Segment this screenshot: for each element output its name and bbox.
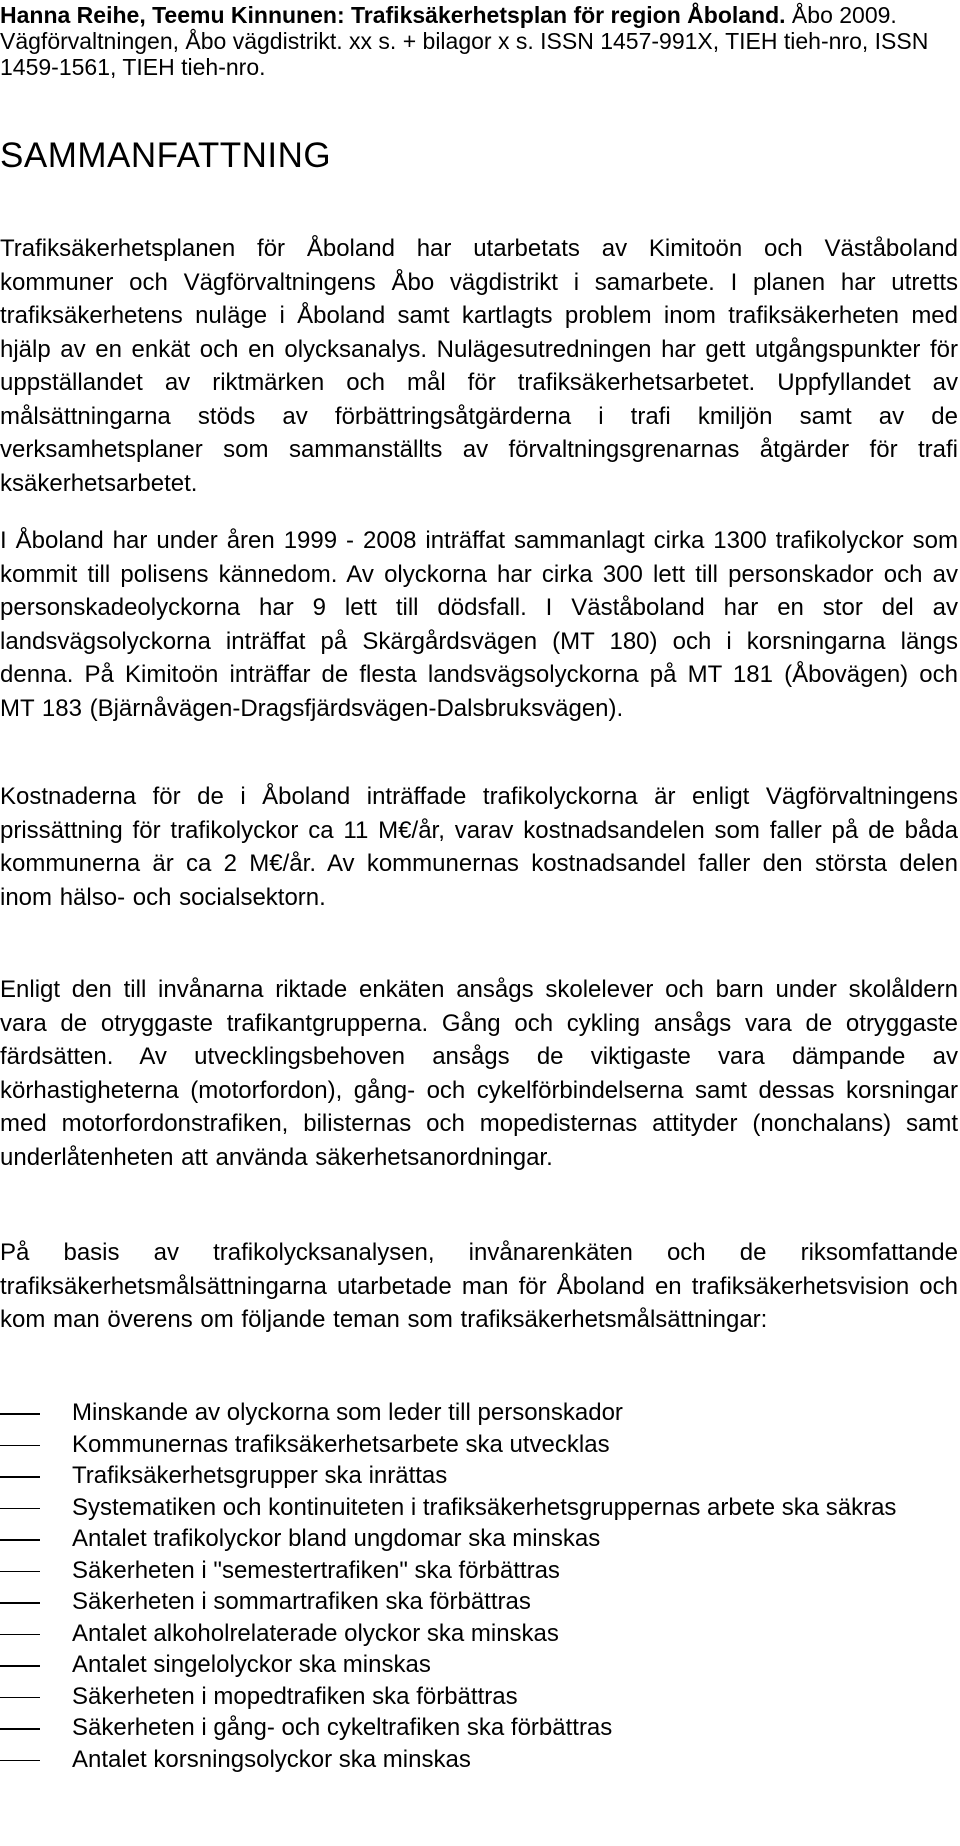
list-item-text: Antalet alkoholrelaterade olyckor ska minskas xyxy=(72,1619,559,1647)
dash-bullet-icon xyxy=(0,1665,40,1667)
dash-bullet-icon xyxy=(0,1697,40,1699)
dash-bullet-icon xyxy=(0,1539,40,1541)
list-item xyxy=(0,1555,958,1587)
citation xyxy=(0,2,958,80)
list-item-text: Antalet korsningsolyckor ska minskas xyxy=(72,1745,471,1773)
list-item xyxy=(0,1492,958,1524)
list-item xyxy=(0,1523,958,1555)
dash-bullet-icon xyxy=(0,1602,40,1604)
list-item-text: Antalet trafikolyckor bland ungdomar ska minskas xyxy=(72,1525,601,1552)
list-item xyxy=(0,1460,958,1492)
list-item-text: Minskande av olyckorna som leder till personskador xyxy=(72,1399,623,1426)
list-item-text: Säkerheten i gång- och cykeltrafiken ska förbättras xyxy=(72,1714,613,1741)
dash-bullet-icon xyxy=(0,1476,40,1478)
paragraph-accident-statistics: I Åboland har under åren 1999 - 2008 inträffat sammanlagt cirka 1300 trafikolyckor som kommit till polisens kännedom. Av olyckorna har cirka 300 lett till personskador och av personskadeolyckorna har 9 lett till dödsfall. I Väståboland har en stor del av landsvägsolyckorna inträffat på Skärgårdsvägen (MT 180) och i korsningarna längs denna. På Kimitoön inträffar de flesta landsvägsolyckorna på MT 181 (Åbovägen) och MT 183 (Bjärnåvägen-Dragsfjärdsvägen-Dalsbruksvägen). xyxy=(0,527,958,722)
list-item-text: Systematiken och kontinuiteten i trafiksäkerhetsgruppernas arbete ska säkras xyxy=(72,1493,897,1521)
list-item xyxy=(0,1649,958,1681)
list-item xyxy=(0,1586,958,1618)
citation-authors-title: Hanna Reihe, Teemu Kinnunen: Trafiksäkerhetsplan för region Åboland. xyxy=(0,2,786,28)
dash-bullet-icon xyxy=(0,1634,40,1636)
dash-bullet-icon xyxy=(0,1760,40,1762)
list-item-text: Säkerheten i mopedtrafiken ska förbättras xyxy=(72,1682,518,1710)
list-item-text: Säkerheten i sommartrafiken ska förbättras xyxy=(72,1588,531,1615)
section-heading: SAMMANFATTNING xyxy=(0,136,332,175)
list-item xyxy=(0,1681,958,1713)
citation-publication-info: Åbo 2009. Vägförvaltningen, Åbo vägdistrikt. xx s. + bilagor x s. ISSN 1457-991X, TIEH tieh-nro, ISSN 1459-1561, TIEH tieh-nro. xyxy=(0,2,929,80)
dash-bullet-icon xyxy=(0,1571,40,1573)
dash-bullet-icon xyxy=(0,1445,40,1447)
paragraph-survey-results: Enligt den till invånarna riktade enkäten ansågs skolelever och barn under skolåldern vara de otryggaste trafikantgrupperna. Gång och cykling ansågs vara de otryggaste färdsätten. Av utvecklingsbehoven ansågs de viktigaste vara dämpande av körhastigheterna (motorfordon), gång- och cykelförbindelserna samt dessas korsningar med motorfordonstrafiken, bilisternas och mopedisternas attityder (nonchalans) samt underlåtenheten att använda säkerhetsanordningar. xyxy=(0,976,958,1171)
list-item-text: Kommunernas trafiksäkerhetsarbete ska utvecklas xyxy=(72,1430,610,1458)
list-item-text: Säkerheten i "semestertrafiken" ska förbättras xyxy=(72,1556,560,1584)
paragraph-accident-costs: Kostnaderna för de i Åboland inträffade trafikolyckorna är enligt Vägförvaltningens prissättning för trafikolyckor ca 11 M€/år, varav kostnadsandelen som faller på de båda kommunerna är ca 2 M€/år. Av kommunernas kostnadsandel faller den största delen inom hälso- och socialsektorn. xyxy=(0,783,958,911)
dash-bullet-icon xyxy=(0,1728,40,1730)
list-item xyxy=(0,1712,958,1744)
list-item xyxy=(0,1397,958,1429)
dash-bullet-icon xyxy=(0,1508,40,1510)
paragraph-overview: Trafiksäkerhetsplanen för Åboland har utarbetats av Kimitoön och Väståboland kommuner och Vägförvaltningens Åbo vägdistrikt i samarbete. I planen har utretts trafiksäkerhetens nuläge i Åboland samt kartlagts problem inom trafiksäkerheten med hjälp av en enkät och en olycksanalys. Nulägesutredningen har gett utgångspunkter för uppställandet av riktmärken och mål för trafiksäkerhetsarbetet. Uppfyllandet av målsättningarna stöds av förbättringsåtgärderna i trafi kmiljön samt av de verksamhetsplaner som sammanställts av förvaltningsgrenarnas åtgärder för trafi ksäkerhetsarbetet. xyxy=(0,235,958,497)
dash-bullet-icon xyxy=(0,1413,40,1415)
goals-list xyxy=(0,1397,958,1775)
list-item xyxy=(0,1618,958,1650)
list-item-text: Antalet singelolyckor ska minskas xyxy=(72,1651,431,1678)
list-item xyxy=(0,1744,958,1776)
list-item xyxy=(0,1429,958,1461)
paragraph-goals-intro: På basis av trafikolycksanalysen, invånarenkäten och de riksomfattande trafiksäkerhetsmålsättningarna utarbetade man för Åboland en trafiksäkerhetsvision och kom man överens om följande teman som trafiksäkerhetsmålsättningar: xyxy=(0,1239,958,1333)
list-item-text: Trafiksäkerhetsgrupper ska inrättas xyxy=(72,1462,448,1489)
